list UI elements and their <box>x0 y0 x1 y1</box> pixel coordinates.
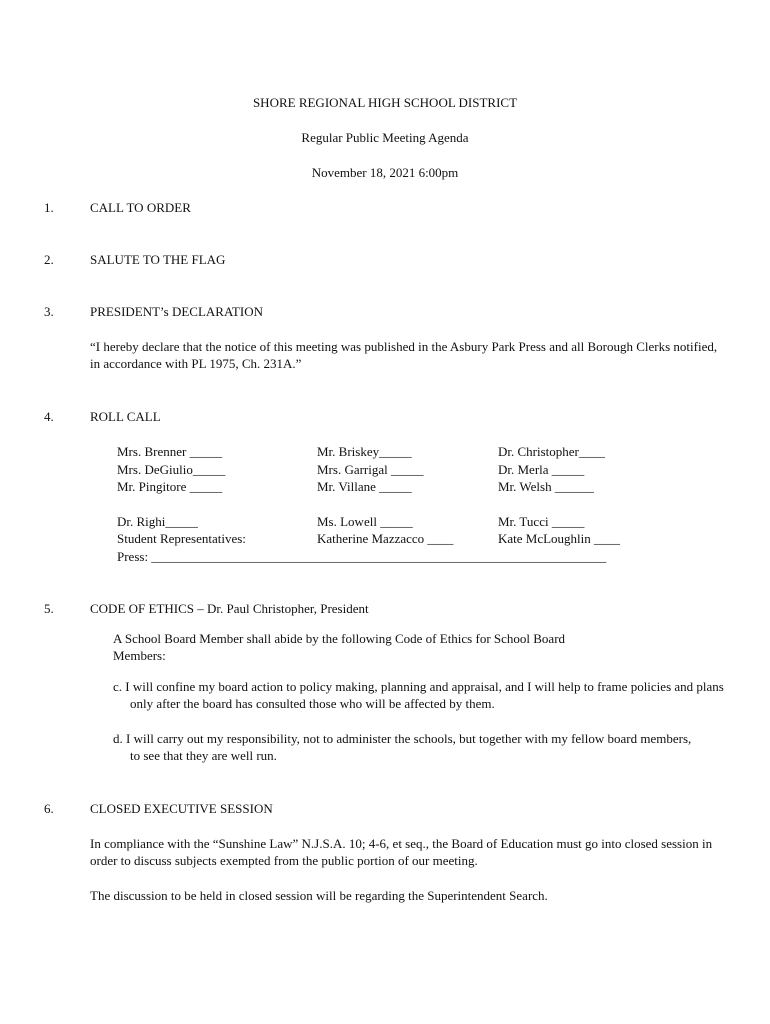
roll-call-entry: Mrs. Garrigal _____ <box>317 462 424 477</box>
roll-call-entry: Dr. Christopher____ <box>498 444 605 459</box>
item-1-title: CALL TO ORDER <box>90 200 191 215</box>
roll-call-entry: Mrs. DeGiulio_____ <box>117 462 226 477</box>
roll-call-entry: Mr. Welsh ______ <box>498 479 594 494</box>
item-3-title: PRESIDENT’s DECLARATION <box>90 304 263 319</box>
item-2-number: 2. <box>44 252 54 267</box>
roll-call-entry: Mr. Pingitore _____ <box>117 479 223 494</box>
item-6-number: 6. <box>44 801 54 816</box>
roll-call-entry: Mr. Briskey_____ <box>317 444 412 459</box>
roll-call-entry: Mr. Villane _____ <box>317 479 412 494</box>
district-name: SHORE REGIONAL HIGH SCHOOL DISTRICT <box>252 95 518 110</box>
roll-call-entry: Ms. Lowell _____ <box>317 514 413 529</box>
item-6-title: CLOSED EXECUTIVE SESSION <box>90 801 273 816</box>
item-5-number: 5. <box>44 601 54 616</box>
press-line: Press: ______________________________________________________________________ <box>117 549 607 564</box>
meeting-type: Regular Public Meeting Agenda <box>301 130 469 145</box>
closed-session-compliance-text: In compliance with the “Sunshine Law” N.J.S.A. 10; 4-6, et seq., the Board of Education must go into closed session in order to discuss subjects exempted from the public portion of our meeting. <box>90 836 713 868</box>
closed-session-topic-text: The discussion to be held in closed session will be regarding the Superintendent Search. <box>90 888 548 903</box>
item-3-declaration: “I hereby declare that the notice of this meeting was published in the Asbury Park Press and all Borough Clerks notified, in accordance with PL 1975, Ch. 231A.” <box>90 339 718 371</box>
roll-call-entry: Mr. Tucci _____ <box>498 514 585 529</box>
code-of-ethics-intro: A School Board Member shall abide by the following Code of Ethics for School Board Members: <box>113 631 566 663</box>
item-3-number: 3. <box>44 304 54 319</box>
item-2-title: SALUTE TO THE FLAG <box>90 252 226 267</box>
roll-call-entry: Dr. Righi_____ <box>117 514 198 529</box>
roll-call-entry: Kate McLoughlin ____ <box>498 531 621 546</box>
roll-call-entry: Dr. Merla _____ <box>498 462 585 477</box>
item-1-number: 1. <box>44 200 54 215</box>
item-4-title: ROLL CALL <box>90 409 161 424</box>
student-representatives-label: Student Representatives: <box>117 531 246 546</box>
roll-call-entry: Mrs. Brenner _____ <box>117 444 223 459</box>
item-4-number: 4. <box>44 409 54 424</box>
ethics-point-d: d. I will carry out my responsibility, not to administer the schools, but together with my fellow board members, to see that they are well run. <box>113 731 692 763</box>
meeting-date: November 18, 2021 6:00pm <box>311 165 459 180</box>
roll-call-entry: Katherine Mazzacco ____ <box>317 531 454 546</box>
item-5-title: CODE OF ETHICS – Dr. Paul Christopher, President <box>90 601 369 616</box>
ethics-point-c: c. I will confine my board action to policy making, planning and appraisal, and I will help to frame policies and plans only after the board has consulted those who will be affected by them. <box>113 679 724 711</box>
